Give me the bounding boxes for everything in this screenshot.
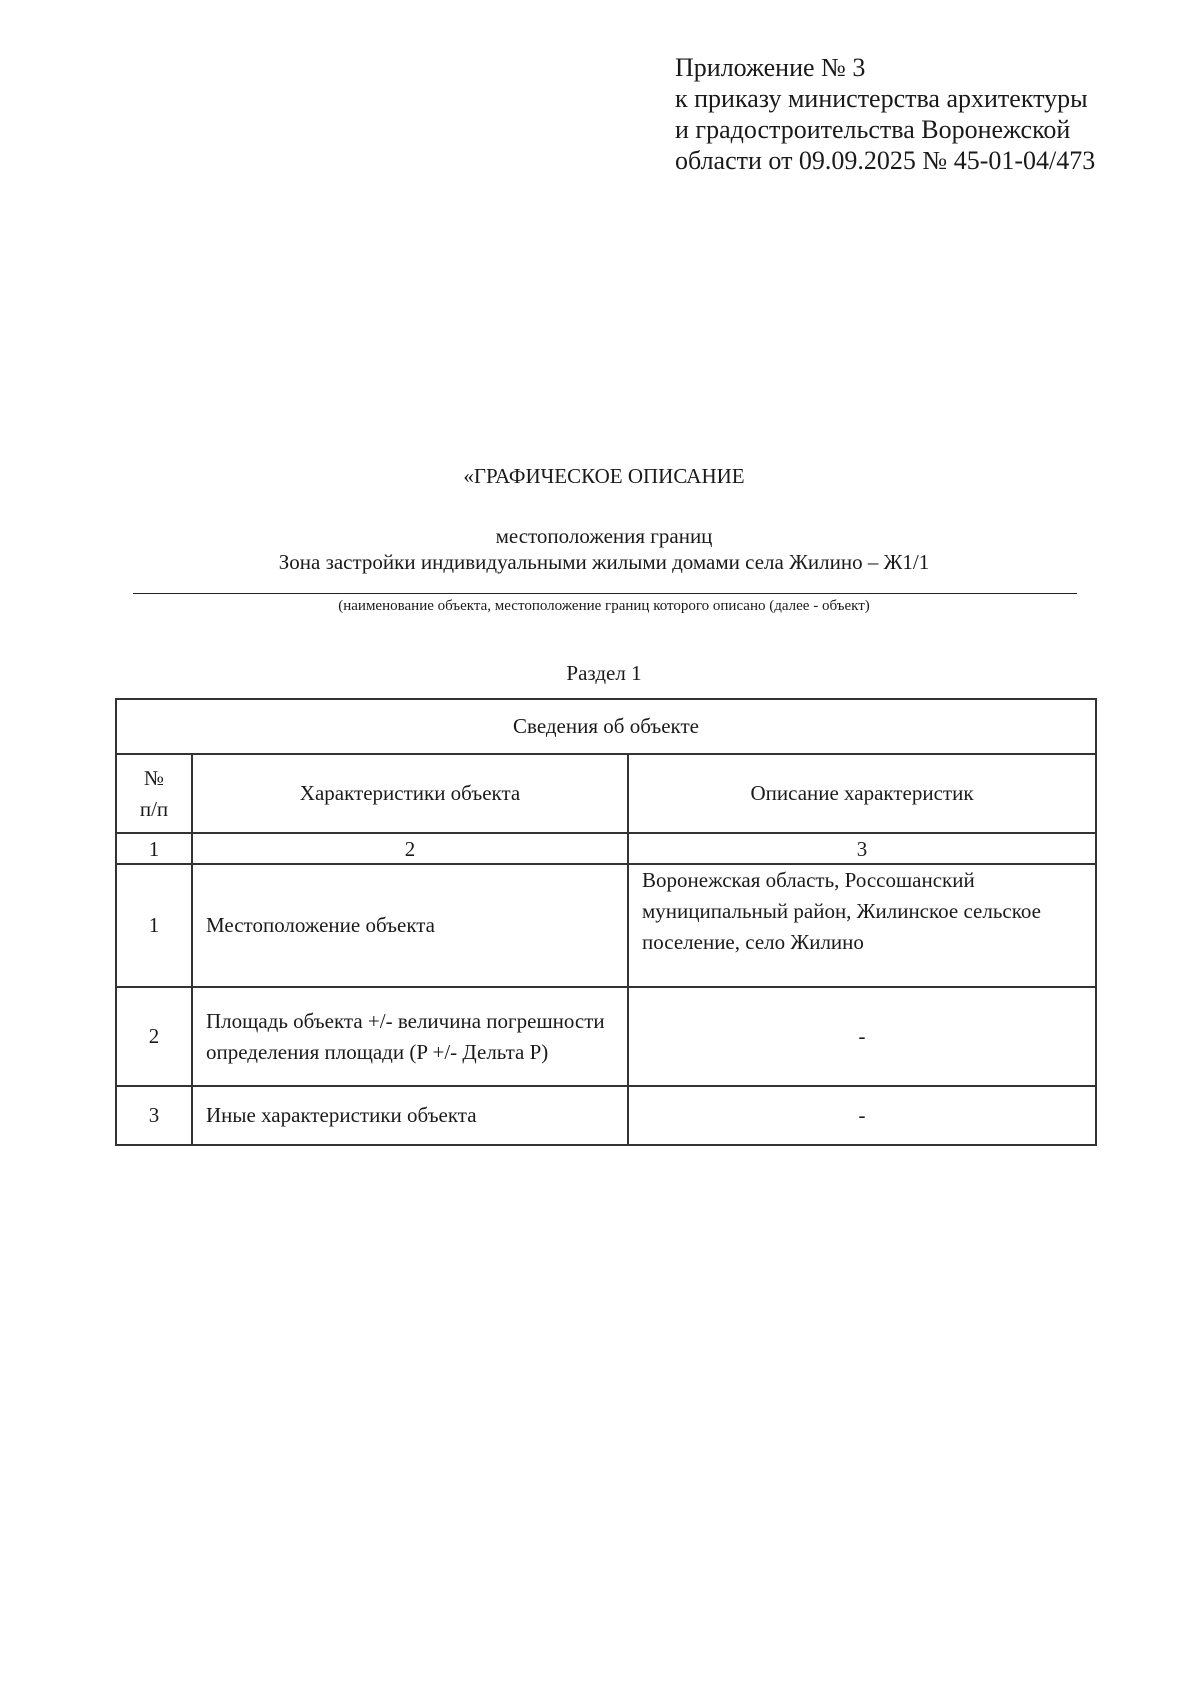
header-number-abbr: п/п (139, 796, 169, 821)
table-caption: Сведения об объекте (116, 699, 1096, 754)
table-caption-row (116, 699, 1096, 754)
row-characteristic: Иные характеристики объекта (192, 1086, 628, 1145)
appendix-line: Приложение № 3 (675, 53, 866, 82)
appendix-line: области от 09.09.2025 № 45-01-04/473 (675, 146, 1096, 175)
row-description: Воронежская область, Россошанский муниципальный район, Жилинское сельское поселение, село Жилино (628, 864, 1096, 987)
document-subtitle: местоположения границ (495, 524, 713, 548)
appendix-line: к приказу министерства архитектуры (675, 84, 1088, 113)
row-characteristic: Площадь объекта +/- величина погрешности определения площади (P +/- Дельта P) (192, 987, 628, 1086)
table-header-row (116, 754, 1096, 833)
row-description: - (628, 987, 1096, 1086)
header-number-symbol: № (143, 765, 165, 790)
column-index-row (116, 833, 1096, 864)
object-name-caption: (наименование объекта, местоположение границ которого описано (далее - объект) (338, 598, 870, 614)
row-number: 1 (116, 864, 192, 987)
row-number: 3 (116, 1086, 192, 1145)
appendix-block (675, 52, 1175, 176)
row-description: - (628, 1086, 1096, 1145)
column-index-cell: 2 (192, 833, 628, 864)
appendix-line: и градостроительства Воронежской (675, 115, 1071, 144)
header-description: Описание характеристик (628, 754, 1096, 833)
table-row (116, 864, 1096, 987)
table-row (116, 1086, 1096, 1145)
table-row (116, 987, 1096, 1086)
header-number-cell (116, 754, 192, 833)
column-index-cell: 3 (628, 833, 1096, 864)
header-characteristic: Характеристики объекта (192, 754, 628, 833)
object-info-table (115, 698, 1097, 1146)
column-index-cell: 1 (116, 833, 192, 864)
object-name: Зона застройки индивидуальными жилыми домами села Жилино – Ж1/1 (278, 550, 930, 574)
section-label: Раздел 1 (566, 661, 642, 685)
row-characteristic: Местоположение объекта (192, 864, 628, 987)
object-name-underline (133, 593, 1077, 594)
row-number: 2 (116, 987, 192, 1086)
document-title: «ГРАФИЧЕСКОЕ ОПИСАНИЕ (463, 464, 745, 488)
